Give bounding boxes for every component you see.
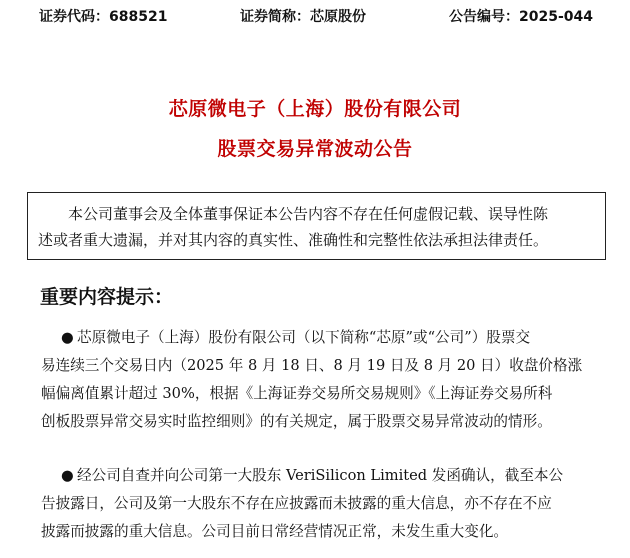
paragraph-line: 易连续三个交易日内（2025 年 8 月 18 日、8 月 19 日及 8 月 20 日）收盘价格涨 — [41, 357, 583, 374]
paragraph-line: 幅偏离值累计超过 30%，根据《上海证券交易所交易规则》《上海证券交易所科 — [41, 385, 553, 402]
key-point-paragraph — [41, 462, 605, 546]
section-title: 重要内容提示： — [40, 286, 174, 308]
paragraph-text: 经公司自查并向公司第一大股东 VeriSilicon Limited 发函确认，截至本公 — [77, 467, 564, 484]
stock-code: 证券代码：688521 — [39, 9, 168, 25]
bullet-icon: ● — [61, 329, 74, 346]
paragraph-line: 告披露日，公司及第一大股东不存在应披露而未披露的重大信息，亦不存在不应 — [41, 495, 552, 512]
stock-name: 证券简称：芯原股份 — [240, 9, 366, 25]
paragraph-line: 创板股票异常交易实时监控细则》的有关规定，属于股票交易异常波动的情形。 — [41, 413, 552, 430]
paragraph-line — [41, 324, 605, 352]
notice-title: 股票交易异常波动公告 — [217, 138, 413, 160]
announcement-number: 公告编号：2025-044 — [449, 9, 593, 25]
paragraph-text: 芯原微电子（上海）股份有限公司（以下简称“芯原”或“公司”）股票交 — [77, 329, 531, 346]
bullet-icon: ● — [61, 467, 74, 484]
document-header — [0, 6, 630, 28]
disclaimer-line: 述或者重大遗漏，并对其内容的真实性、准确性和完整性依法承担法律责任。 — [38, 231, 549, 249]
disclaimer-box — [27, 192, 606, 260]
paragraph-line — [41, 462, 605, 490]
company-title: 芯原微电子（上海）股份有限公司 — [168, 98, 462, 120]
disclaimer-line: 本公司董事会及全体董事保证本公告内容不存在任何虚假记载、误导性陈 — [68, 205, 549, 223]
paragraph-line: 披露而披露的重大信息。公司目前日常经营情况正常，未发生重大变化。 — [41, 523, 509, 540]
key-point-paragraph — [41, 324, 605, 436]
